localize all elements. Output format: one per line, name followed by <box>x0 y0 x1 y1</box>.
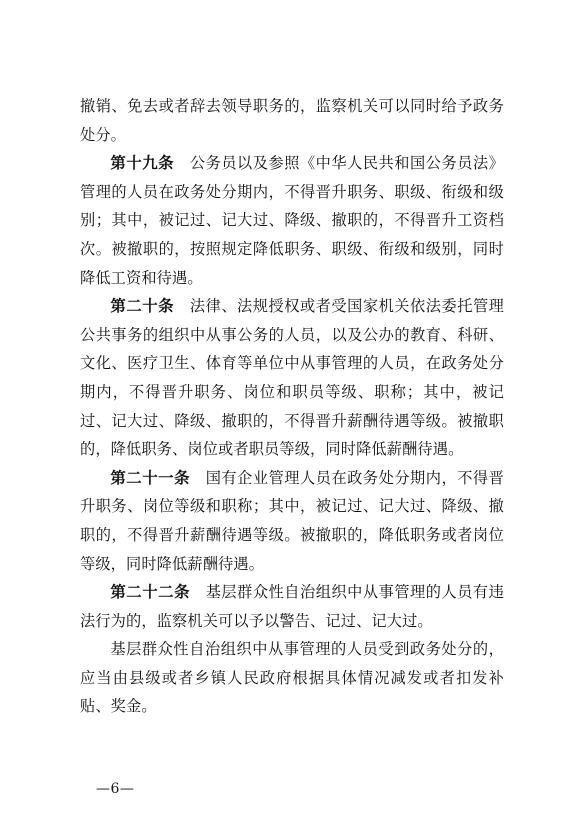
article-22 <box>80 578 504 635</box>
article-19 <box>80 149 504 292</box>
article-heading: 第二十条 <box>110 297 175 316</box>
article-heading: 第十九条 <box>110 154 175 173</box>
page-number: —6— <box>96 781 135 797</box>
paragraph-continuation <box>80 92 504 149</box>
paragraph-text: 公务员以及参照《中华人民共和国公务员法》管理的人员在政务处分期内，不得晋升职务、职级、衔级和级别；其中，被记过、记大过、降级、撤职的，不得晋升工资档次。被撤职的，按照规定降低职务、职级、衔级和级别，同时降低工资和待遇。 <box>80 154 505 287</box>
article-heading: 第二十二条 <box>110 583 190 602</box>
document-body <box>80 92 504 721</box>
paragraph-text: 撤销、免去或者辞去领导职务的，监察机关可以同时给予政务处分。 <box>80 97 504 144</box>
article-22-paragraph-2 <box>80 635 504 721</box>
article-20 <box>80 292 504 464</box>
paragraph-text: 基层群众性自治组织中从事管理的人员受到政务处分的，应当由县级或者乡镇人民政府根据具体情况减发或者扣发补贴、奖金。 <box>80 640 504 716</box>
paragraph-text: 法律、法规授权或者受国家机关依法委托管理公共事务的组织中从事公务的人员，以及公办的教育、科研、文化、医疗卫生、体育等单位中从事管理的人员，在政务处分期内，不得晋升职务、岗位和职员等级、职称；其中，被记过、记大过、降级、撤职的，不得晋升薪酬待遇等级。被撤职的，降低职务、岗位或者职员等级，同时降低薪酬待遇。 <box>80 297 505 459</box>
paragraph-text: 基层群众性自治组织中从事管理的人员有违法行为的，监察机关可以予以警告、记过、记大过。 <box>80 583 504 630</box>
article-21 <box>80 464 504 578</box>
paragraph-text: 国有企业管理人员在政务处分期内，不得晋升职务、岗位等级和职称；其中，被记过、记大过、降级、撤职的，不得晋升薪酬待遇等级。被撤职的，降低职务或者岗位等级，同时降低薪酬待遇。 <box>80 468 504 573</box>
article-heading: 第二十一条 <box>110 468 190 487</box>
